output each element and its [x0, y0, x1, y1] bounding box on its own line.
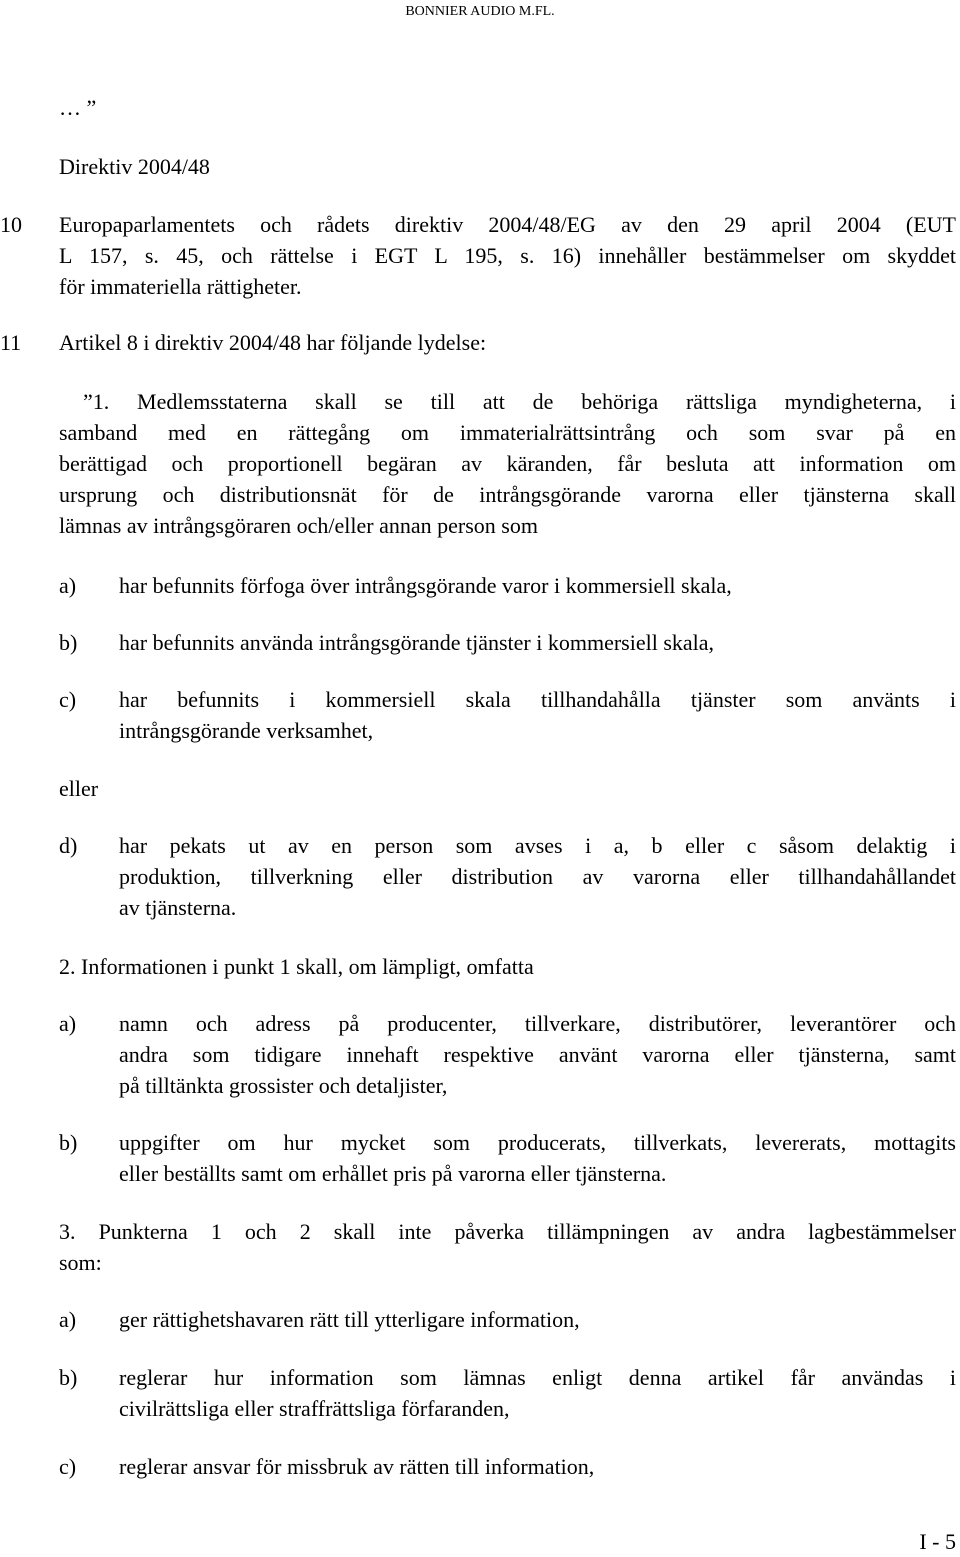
list-text: andra som tidigare innehaft respektive använt varorna eller tjänsterna, samt	[119, 1042, 956, 1067]
list-label: c)	[59, 687, 77, 712]
list-text: reglerar ansvar för missbruk av rätten till information,	[119, 1454, 595, 1479]
quote-line: ”1. Medlemsstaterna skall se till att de behöriga rättsliga myndigheterna, i	[83, 389, 956, 414]
paragraph-number: 11	[0, 330, 22, 355]
page-number: I - 5	[919, 1529, 956, 1554]
list-label: b)	[59, 1365, 78, 1390]
ellipsis-quote: … ”	[59, 95, 97, 120]
list-text: civilrättsliga eller straffrättsliga förfaranden,	[119, 1396, 510, 1421]
quote-line: lämnas av intrångsgöraren och/eller annan person som	[59, 513, 538, 538]
list-label: a)	[59, 573, 77, 598]
list-text: intrångsgörande verksamhet,	[119, 718, 374, 743]
list-label: b)	[59, 1130, 78, 1155]
paragraph-text: Artikel 8 i direktiv 2004/48 har följande lydelse:	[59, 330, 487, 355]
section-heading: Direktiv 2004/48	[59, 154, 210, 179]
list-text: namn och adress på producenter, tillverkare, distributörer, leverantörer och	[119, 1011, 956, 1036]
list-text: har befunnits använda intrångsgörande tjänster i kommersiell skala,	[119, 630, 715, 655]
quote-line: som:	[59, 1250, 102, 1275]
list-text: har pekats ut av en person som avses i a, b eller c såsom delaktig i	[119, 833, 956, 858]
quote-line: samband med en rättegång om immaterialrättsintrång och som svar på en	[59, 420, 956, 445]
quote-point-1	[59, 386, 956, 541]
list-label: d)	[59, 833, 78, 858]
running-header: BONNIER AUDIO M.FL.	[405, 4, 555, 19]
list-label: c)	[59, 1454, 77, 1479]
list-label: a)	[59, 1011, 77, 1036]
list-text: på tilltänkta grossister och detaljister,	[119, 1073, 448, 1098]
paragraph-line: L 157, s. 45, och rättelse i EGT L 195, s. 16) innehåller bestämmelser om skyddet	[59, 243, 956, 268]
list-text: uppgifter om hur mycket som producerats, tillverkats, levererats, mottagits	[119, 1130, 956, 1155]
quote-line: berättigad och proportionell begäran av käranden, får besluta att information om	[59, 451, 956, 476]
paragraph-number: 10	[0, 212, 22, 237]
list-text: reglerar hur information som lämnas enligt denna artikel får användas i	[119, 1365, 956, 1390]
quote-line: ursprung och distributionsnät för de intrångsgörande varorna eller tjänsterna skall	[59, 482, 956, 507]
paragraph-line: Europaparlamentets och rådets direktiv 2004/48/EG av den 29 april 2004 (EUT	[59, 212, 956, 237]
paragraph-line: för immateriella rättigheter.	[59, 274, 302, 299]
list-text: eller beställts samt om erhållet pris på varorna eller tjänsterna.	[119, 1161, 667, 1186]
connector-text: eller	[59, 776, 99, 801]
list-text: ger rättighetshavaren rätt till ytterligare information,	[119, 1307, 580, 1332]
list-text: har befunnits förfoga över intrångsgörande varor i kommersiell skala,	[119, 573, 732, 598]
quote-line: 3. Punkterna 1 och 2 skall inte påverka tillämpningen av andra lagbestämmelser	[59, 1219, 956, 1244]
quote-point-2: 2. Informationen i punkt 1 skall, om lämpligt, omfatta	[59, 954, 534, 979]
list-label: b)	[59, 630, 78, 655]
list-text: har befunnits i kommersiell skala tillhandahålla tjänster som använts i	[119, 687, 956, 712]
list-label: a)	[59, 1307, 77, 1332]
list-text: av tjänsterna.	[119, 895, 237, 920]
list-text: produktion, tillverkning eller distribution av varorna eller tillhandahållandet	[119, 864, 956, 889]
quote-point-3	[59, 1216, 956, 1278]
